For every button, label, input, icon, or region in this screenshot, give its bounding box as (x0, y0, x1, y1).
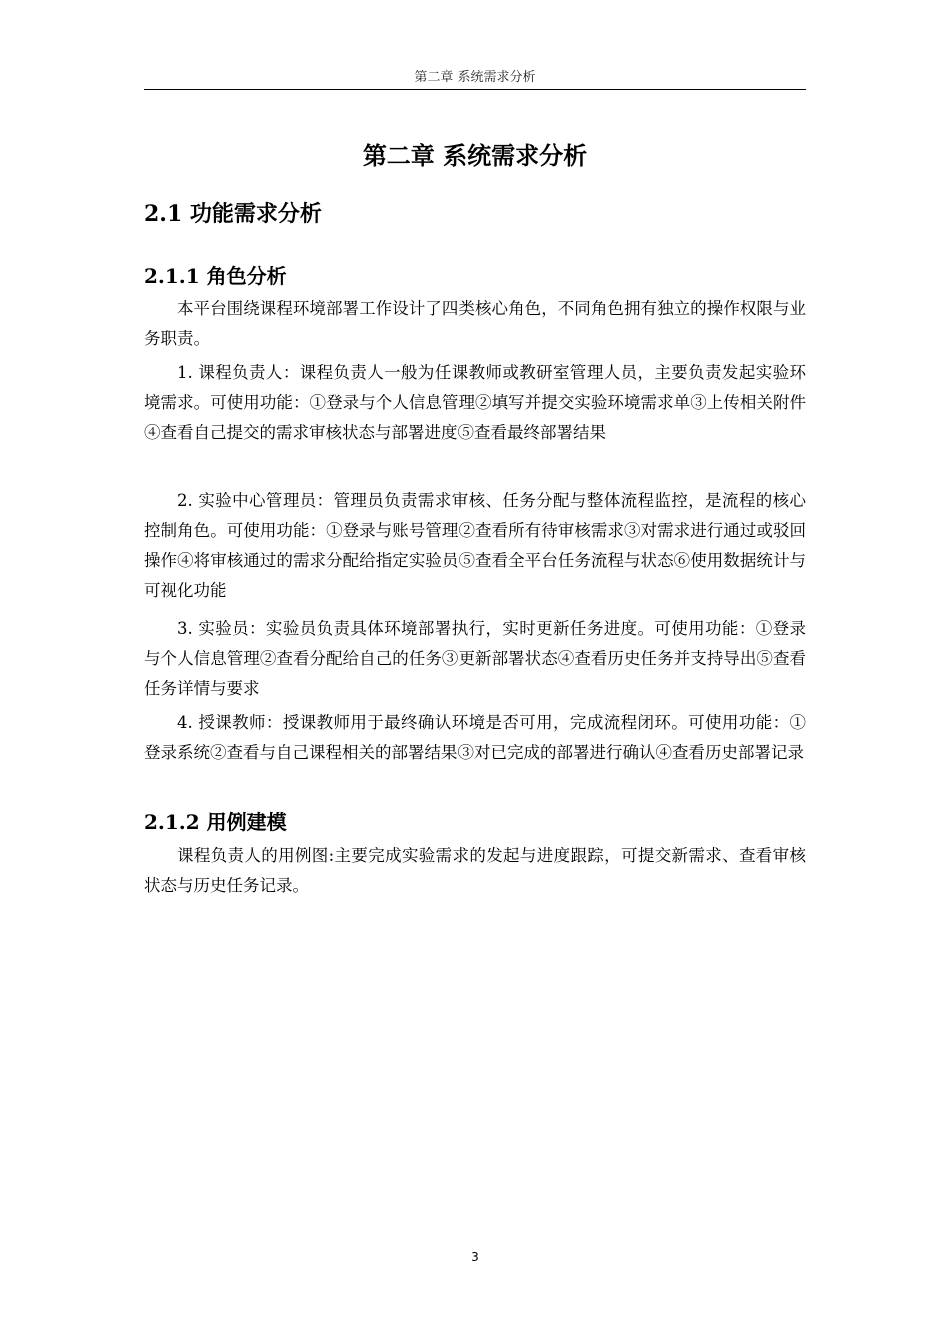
paragraph-role-course-owner: 1. 课程负责人：课程负责人一般为任课教师或教研室管理人员，主要负责发起实验环境需求。可使用功能：①登录与个人信息管理②填写并提交实验环境需求单③上传相关附件④查看自己提交的需求审核状态与部署进度⑤查看最终部署结果 (144, 363, 806, 442)
paragraph-use-case-intro: 课程负责人的用例图:主要完成实验需求的发起与进度跟踪，可提交新需求、查看审核状态与历史任务记录。 (144, 846, 806, 895)
section-heading-2-1-1: 2.1.1 角色分析 (144, 264, 287, 288)
chapter-title: 第二章 系统需求分析 (362, 141, 588, 170)
paragraph-role-lab-staff: 3. 实验员：实验员负责具体环境部署执行，实时更新任务进度。可使用功能：①登录与个人信息管理②查看分配给自己的任务③更新部署状态④查看历史任务并支持导出⑤查看任务详情与要求 (144, 619, 806, 698)
section-heading-2-1-2: 2.1.2 用例建模 (144, 810, 287, 834)
paragraph-role-teacher: 4. 授课教师：授课教师用于最终确认环境是否可用，完成流程闭环。可使用功能：①登录系统②查看与自己课程相关的部署结果③对已完成的部署进行确认④查看历史部署记录 (144, 713, 806, 762)
running-header: 第二章 系统需求分析 (414, 70, 536, 85)
paragraph-roles-intro: 本平台围绕课程环境部署工作设计了四类核心角色，不同角色拥有独立的操作权限与业务职责。 (144, 299, 806, 348)
page-number: 3 (471, 1250, 479, 1264)
header-rule (144, 89, 806, 90)
paragraph-role-lab-admin: 2. 实验中心管理员：管理员负责需求审核、任务分配与整体流程监控，是流程的核心控制角色。可使用功能：①登录与账号管理②查看所有待审核需求③对需求进行通过或驳回操作④将审核通过的需求分配给指定实验员⑤查看全平台任务流程与状态⑥使用数据统计与可视化功能 (144, 491, 806, 600)
section-heading-2-1: 2.1 功能需求分析 (144, 201, 322, 227)
